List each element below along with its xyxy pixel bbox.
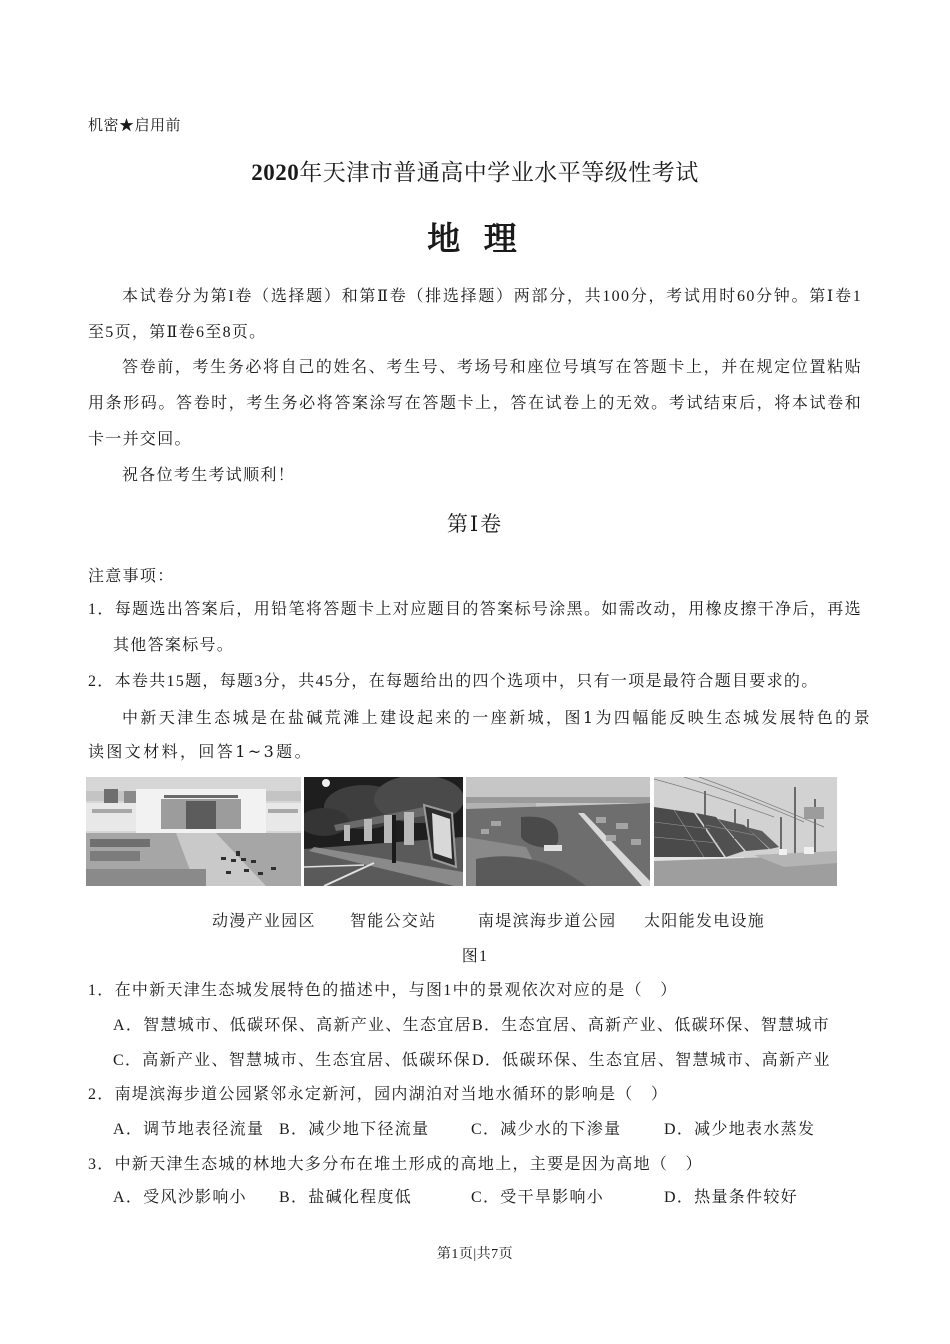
- instructions-para2-line3: 卡一并交回。: [88, 431, 192, 448]
- page-number: 第1页|共7页: [436, 1247, 514, 1262]
- intro-line1: 中新天津生态城是在盐碱荒滩上建设起来的一座新城，图1为四幅能反映生态城发展特色的景: [122, 708, 872, 727]
- building-photo-icon: [86, 777, 301, 886]
- question-3-stem: 3．中新天津生态城的林地大多分布在堆土形成的高地上，主要是因为高地（ ）: [88, 1156, 703, 1173]
- question-1-option-d[interactable]: D．低碳环保、生态宜居、智慧城市、高新产业: [472, 1052, 831, 1069]
- park-river-photo: [466, 777, 650, 886]
- instructions-para2-line2: 用条形码。答卷时，考生务必将答案涂写在答题卡上，答在试卷上的无效。考试结束后，将本试卷和: [88, 395, 862, 412]
- question-2-option-c[interactable]: C．减少水的下渗量: [471, 1121, 622, 1138]
- question-3-option-c[interactable]: C．受干旱影响小: [471, 1189, 605, 1206]
- photo-caption-2: 智能公交站: [350, 913, 437, 930]
- part-heading: 第Ⅰ卷: [446, 512, 504, 536]
- instructions-para2-line1: 答卷前，考生务必将自己的姓名、考生号、考场号和座位号填写在答题卡上，并在规定位置粘贴: [122, 359, 862, 376]
- question-2-option-b[interactable]: B．减少地下径流量: [279, 1121, 430, 1138]
- bus-stop-photo: [304, 777, 463, 886]
- notice-heading: 注意事项：: [88, 568, 175, 585]
- exam-title: [0, 158, 950, 188]
- question-2-option-d[interactable]: D．减少地表水蒸发: [664, 1121, 816, 1138]
- question-1-option-a[interactable]: A．智慧城市、低碳环保、高新产业、生态宜居: [113, 1017, 472, 1034]
- notice-item-1-line2: 其他答案标号。: [113, 637, 235, 654]
- question-3-option-a[interactable]: A．受风沙影响小: [113, 1189, 247, 1206]
- instructions-para1-line1: 本试卷分为第I卷（选择题）和第Ⅱ卷（排选择题）两部分，共100分，考试用时60分钟。第Ⅰ卷1: [122, 288, 862, 305]
- confidential-label: 机密★启用前: [88, 118, 182, 134]
- question-3-option-b[interactable]: B．盐碱化程度低: [279, 1189, 413, 1206]
- notice-item-1-line1: 1．每题选出答案后，用铅笔将答题卡上对应题目的答案标号涂黑。如需改动，用橡皮擦干净后，再选: [88, 601, 862, 618]
- intro-line2: 读图文材料，回答1~3题。: [88, 742, 313, 761]
- park-river-photo-icon: [466, 777, 650, 886]
- question-2-option-a[interactable]: A．调节地表径流量: [113, 1121, 265, 1138]
- instructions-para1-line2: 至5页，第Ⅱ卷6至8页。: [88, 324, 267, 341]
- question-2-stem: 2．南堤滨海步道公园紧邻永定新河，园内湖泊对当地水循环的影响是（ ）: [88, 1086, 669, 1103]
- building-photo: [86, 777, 301, 886]
- solar-panel-photo-icon: [654, 777, 837, 886]
- photo-caption-1: 动漫产业园区: [212, 913, 316, 930]
- photo-caption-3: 南堤滨海步道公园: [478, 913, 617, 930]
- figure-label: 图1: [461, 948, 489, 965]
- photo-caption-4: 太阳能发电设施: [644, 913, 766, 930]
- subject-title: 地 理: [427, 219, 523, 258]
- question-1-option-b[interactable]: B．生态宜居、高新产业、低碳环保、智慧城市: [472, 1017, 830, 1034]
- question-1-option-c[interactable]: C．高新产业、智慧城市、生态宜居、低碳环保: [113, 1052, 471, 1069]
- instructions-para3: 祝各位考生考试顺利！: [122, 467, 296, 484]
- question-1-stem: 1．在中新天津生态城发展特色的描述中，与图1中的景观依次对应的是（ ）: [88, 982, 678, 999]
- exam-year: 2020: [251, 160, 300, 185]
- solar-panel-photo: [654, 777, 837, 886]
- bus-stop-photo-icon: [304, 777, 463, 886]
- question-3-option-d[interactable]: D．热量条件较好: [664, 1189, 798, 1206]
- notice-item-2: 2．本卷共15题，每题3分，共45分，在每题给出的四个选项中，只有一项是最符合题目要求的。: [88, 673, 819, 690]
- exam-title-text: 年天津市普通高中学业水平等级性考试: [299, 160, 699, 185]
